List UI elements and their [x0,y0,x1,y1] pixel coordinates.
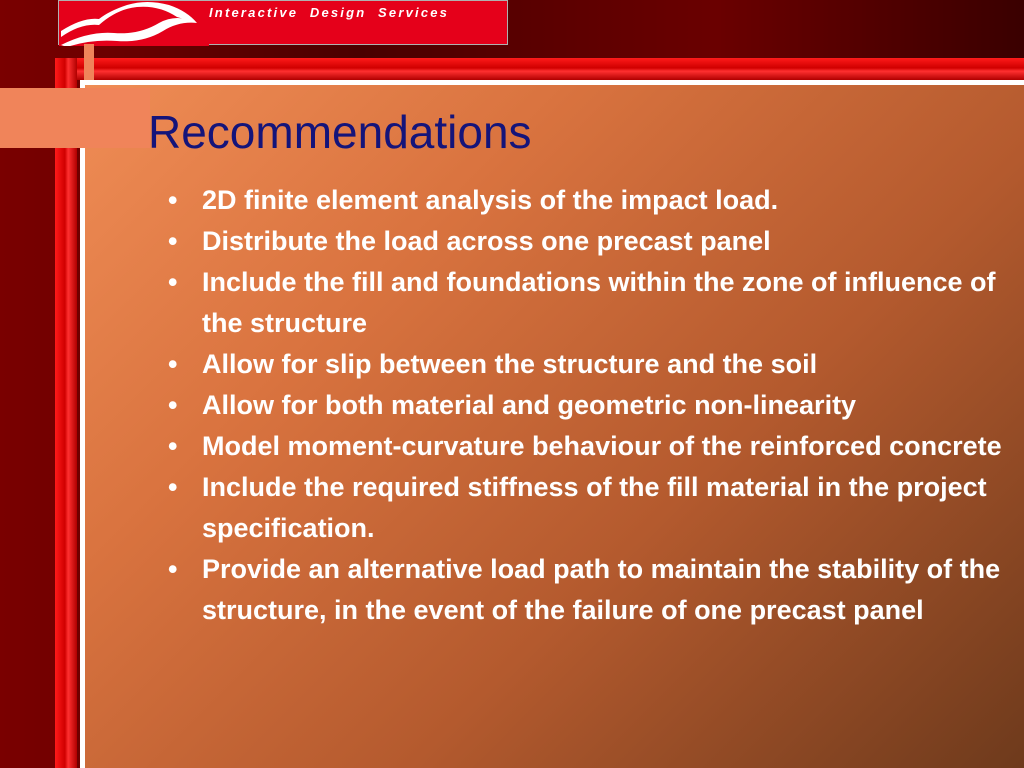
slide-title: Recommendations [148,106,532,158]
logo-text: Interactive Design Services [209,5,450,20]
bullet-dot-icon: • [168,185,178,215]
bullet-item [160,467,1020,549]
bullet-dot-icon: • [168,472,178,502]
bullet-dot-icon: • [168,267,178,297]
frame-stripe-left [55,58,77,768]
bullet-text: 2D finite element analysis of the impact load. [202,185,779,215]
bullet-dot-icon: • [168,349,178,379]
frame-stripe-top [55,58,1024,80]
bullet-item [160,262,1020,344]
bullet-dot-icon: • [168,226,178,256]
bullet-item [160,549,1020,631]
bullet-text: Distribute the load across one precast panel [202,226,771,256]
bullet-item [160,385,1020,426]
bullet-dot-icon: • [168,431,178,461]
logo-banner [58,0,508,45]
bullet-dot-icon: • [168,390,178,420]
bullet-text: Allow for both material and geometric non-linearity [202,390,857,420]
bullet-item [160,221,1020,262]
bullet-dot-icon: • [168,554,178,584]
bullet-item [160,426,1020,467]
bullet-text: Model moment-curvature behaviour of the reinforced concrete [202,431,1002,461]
bullet-text: Include the required stiffness of the fill material in the project specification. [202,472,987,543]
logo-wave-icon [59,1,209,46]
bullet-list [160,180,1020,631]
bullet-text: Include the fill and foundations within the zone of influence of the structure [202,267,996,338]
bullet-text: Provide an alternative load path to maintain the stability of the structure, in the event of the failure of one precast panel [202,554,1001,625]
title-accent-block [0,88,150,148]
bullet-item [160,344,1020,385]
bullet-item [160,180,1020,221]
bullet-text: Allow for slip between the structure and the soil [202,349,818,379]
